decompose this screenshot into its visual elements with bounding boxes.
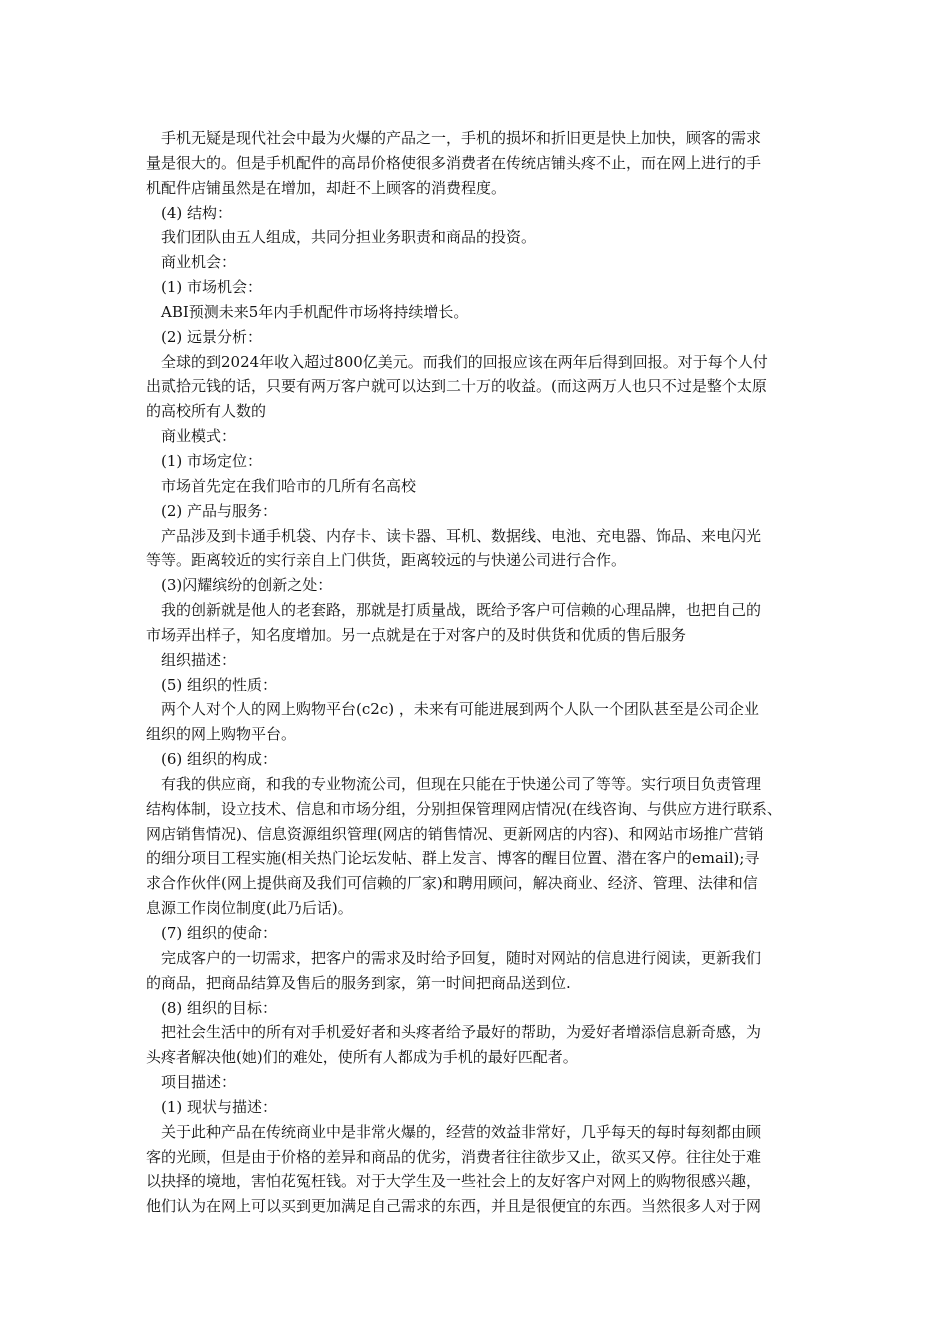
text-line: 我们团队由五人组成，共同分担业务职责和商品的投资。 [161, 228, 537, 247]
text-line: (8) 组织的目标： [161, 998, 278, 1017]
text-line: 的细分项目工程实施(相关热门论坛发帖、群上发言、博客的醒目位置、潜在客户的email);寻 [146, 849, 760, 868]
text-line: ABI预测未来5年内手机配件市场将持续增长。 [161, 302, 469, 321]
text-line: (2) 远景分析： [161, 327, 263, 346]
text-line: 的高校所有人数的 [146, 402, 267, 421]
text-line: 他们认为在网上可以买到更加满足自己需求的东西，并且是很便宜的东西。当然很多人对于网 [146, 1197, 762, 1216]
document-body [146, 126, 806, 1219]
text-line: 我的创新就是他人的老套路，那就是打质量战，既给予客户可信赖的心理品牌，也把自己的 [161, 601, 762, 620]
text-line: 两个人对个人的网上购物平台(c2c) ，未来有可能进展到两个人队一个团队甚至是公司企业 [161, 700, 759, 719]
text-line: 组织描述： [161, 650, 237, 669]
text-line: 手机无疑是现代社会中最为火爆的产品之一，手机的损坏和折旧更是快上加快，顾客的需求 [161, 129, 762, 147]
text-line: (7) 组织的使命： [161, 924, 278, 942]
text-line: 关于此种产品在传统商业中是非常火爆的，经营的效益非常好，几乎每天的每时每刻都由顾 [161, 1122, 762, 1141]
text-line: (3)闪耀缤纷的创新之处： [161, 576, 333, 595]
text-line: 组织的网上购物平台。 [146, 725, 297, 744]
text-line: 息源工作岗位制度(此乃后话)。 [146, 899, 353, 918]
text-line: 全球的到2024年收入超过800亿美元。而我们的回报应该在两年后得到回报。对于每个人付 [161, 352, 768, 371]
text-line: 网店销售情况)、信息资源组织管理(网店的销售情况、更新网店的内容)、和网站市场推广营销 [146, 824, 764, 843]
text-line: 客的光顾，但是由于价格的差异和商品的优劣，消费者往往欲步又止，欲买又停。往往处于难 [146, 1147, 762, 1166]
text-line: 项目描述： [161, 1073, 237, 1092]
text-line: 头疼者解决他(她)们的难处，使所有人都成为手机的最好匹配者。 [146, 1048, 578, 1067]
text-line: 完成客户的一切需求，把客户的需求及时给予回复，随时对网站的信息进行阅读，更新我们 [161, 948, 762, 967]
text-line: (2) 产品与服务： [161, 501, 278, 520]
text-line: 商业机会： [161, 253, 237, 272]
text-line: (1) 市场机会： [161, 278, 263, 297]
text-line: 等等。距离较近的实行亲自上门供货，距离较远的与快递公司进行合作。 [146, 551, 627, 570]
text-line: 机配件店铺虽然是在增加，却赶不上顾客的消费程度。 [146, 178, 507, 197]
text-line: 结构体制，设立技术、信息和市场分组，分别担保管理网店情况(在线咨询、与供应方进行联系、 [146, 799, 782, 818]
text-line: 量是很大的。但是手机配件的高昂价格使很多消费者在传统店铺头疼不止，而在网上进行的手 [146, 153, 762, 172]
text-line: 出贰拾元钱的话，只要有两万客户就可以达到二十万的收益。(而这两万人也只不过是整个太原 [146, 377, 767, 396]
text-line: 求合作伙伴(网上提供商及我们可信赖的厂家)和聘用顾问，解决商业、经济、管理、法律和信 [146, 874, 758, 893]
text-line: 的商品，把商品结算及售后的服务到家，第一时间把商品送到位. [146, 973, 571, 992]
text-line: 商业模式： [161, 427, 237, 446]
text-line: 市场弄出样子，知名度增加。另一点就是在于对客户的及时供货和优质的售后服务 [146, 625, 687, 644]
text-line: (4) 结构： [161, 203, 233, 222]
text-line: 把社会生活中的所有对手机爱好者和头疼者给予最好的帮助，为爱好者增添信息新奇感，为 [161, 1023, 762, 1042]
text-line: 有我的供应商，和我的专业物流公司，但现在只能在于快递公司了等等。实行项目负责管理 [161, 774, 762, 793]
text-line: 产品涉及到卡通手机袋、内存卡、读卡器、耳机、数据线、电池、充电器、饰品、来电闪光 [161, 526, 762, 545]
text-line: 以抉择的境地，害怕花冤枉钱。对于大学生及一些社会上的友好客户对网上的购物很感兴趣， [146, 1172, 762, 1191]
text-line: (1) 现状与描述： [161, 1097, 278, 1116]
text-line: (1) 市场定位： [161, 451, 263, 470]
text-line: 市场首先定在我们哈市的几所有名高校 [161, 476, 417, 495]
text-line: (6) 组织的构成： [161, 750, 278, 769]
text-line: (5) 组织的性质： [161, 675, 278, 694]
